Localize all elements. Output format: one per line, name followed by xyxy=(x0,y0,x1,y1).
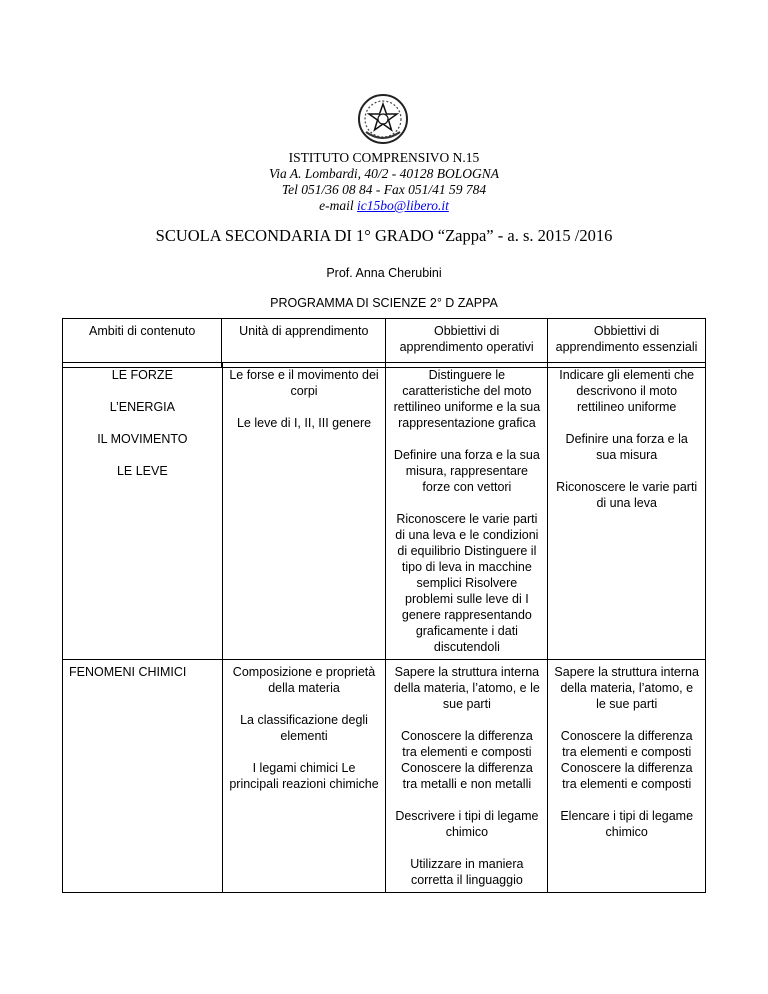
row2-ambiti xyxy=(63,660,223,893)
essenziale-item: Conoscere la differenza tra elementi e composti Conoscere la differenza tra elementi e composti xyxy=(560,729,693,791)
institute-phone: Tel 051/36 08 84 - Fax 051/41 59 784 xyxy=(281,182,487,197)
school-title: SCUOLA SECONDARIA DI 1° GRADO “Zappa” - a. s. 2015 /2016 xyxy=(155,226,613,245)
ambito-item: IL MOVIMENTO xyxy=(97,432,188,446)
essenziale-item: Indicare gli elementi che descrivono il moto rettilineo uniforme xyxy=(559,368,695,414)
header-operativi: Obbiettivi di apprendimento operativi xyxy=(386,319,548,368)
essenziale-item: Sapere la struttura interna della materia, l’atomo, e le sue parti xyxy=(554,665,699,711)
table-header-row xyxy=(63,319,706,368)
essenziale-item: Definire una forza e la sua misura xyxy=(565,432,688,462)
ambito-item: LE FORZE xyxy=(111,368,173,382)
row2-essenziali xyxy=(548,660,706,893)
header-unita: Unità di apprendimento xyxy=(222,319,386,368)
unita-item: Le forse e il movimento dei corpi xyxy=(229,368,379,398)
unita-item: La classificazione degli elementi xyxy=(240,713,368,743)
row2-unita xyxy=(222,660,386,893)
content-table xyxy=(62,362,706,893)
operativo-item: Riconoscere le varie parti di una leva e le condizioni di equilibrio Distinguere il tipo di leva in macchine semplici Risolvere problemi sulle leve di I genere rappresentando graficamente i dati discutendoli xyxy=(395,512,539,654)
header-ambiti: Ambiti di contenuto xyxy=(63,319,222,368)
essenziale-item: Riconoscere le varie parti di una leva xyxy=(556,480,698,510)
row1-essenziali xyxy=(548,363,706,660)
ambito-item: L’ENERGIA xyxy=(109,400,175,414)
operativo-item: Descrivere i tipi di legame chimico xyxy=(395,809,539,839)
ambito-item: LE LEVE xyxy=(116,464,168,478)
row2-operativi xyxy=(386,660,548,893)
ambito-item: FENOMENI CHIMICI xyxy=(69,665,187,679)
email-link[interactable]: ic15bo@libero.it xyxy=(357,198,449,213)
table-row xyxy=(63,660,706,893)
unita-item: Composizione e proprietà della materia xyxy=(232,665,376,695)
operativo-item: Conoscere la differenza tra elementi e composti Conoscere la differenza tra metalli e non metalli xyxy=(400,729,533,791)
header-essenziali: Obbiettivi di apprendimento essenziali xyxy=(548,319,706,368)
program-title: PROGRAMMA DI SCIENZE 2° D ZAPPA xyxy=(270,296,498,310)
unita-item: I legami chimici Le principali reazioni chimiche xyxy=(229,761,379,791)
header-table xyxy=(62,318,706,368)
table-row xyxy=(63,363,706,660)
essenziale-item: Elencare i tipi di legame chimico xyxy=(560,809,694,839)
institute-name: ISTITUTO COMPRENSIVO N.15 xyxy=(288,150,480,165)
operativo-item: Utilizzare in maniera corretta il linguaggio xyxy=(410,857,524,887)
unita-item: Le leve di I, II, III genere xyxy=(236,416,372,430)
institute-address: Via A. Lombardi, 40/2 - 40128 BOLOGNA xyxy=(268,166,499,181)
institute-email-line xyxy=(0,198,768,214)
teacher-name: Prof. Anna Cherubini xyxy=(326,266,442,280)
row1-ambiti xyxy=(63,363,223,660)
operativo-item: Sapere la struttura interna della materia, l’atomo, e le sue parti xyxy=(393,665,540,711)
operativo-item: Distinguere le caratteristiche del moto rettilineo uniforme e la sua rappresentazione grafica xyxy=(393,368,541,430)
email-label: e-mail xyxy=(319,198,354,213)
operativo-item: Definire una forza e la sua misura, rappresentare forze con vettori xyxy=(393,448,540,494)
row1-operativi xyxy=(386,363,548,660)
italian-republic-emblem-icon xyxy=(356,92,410,146)
row1-unita xyxy=(222,363,386,660)
